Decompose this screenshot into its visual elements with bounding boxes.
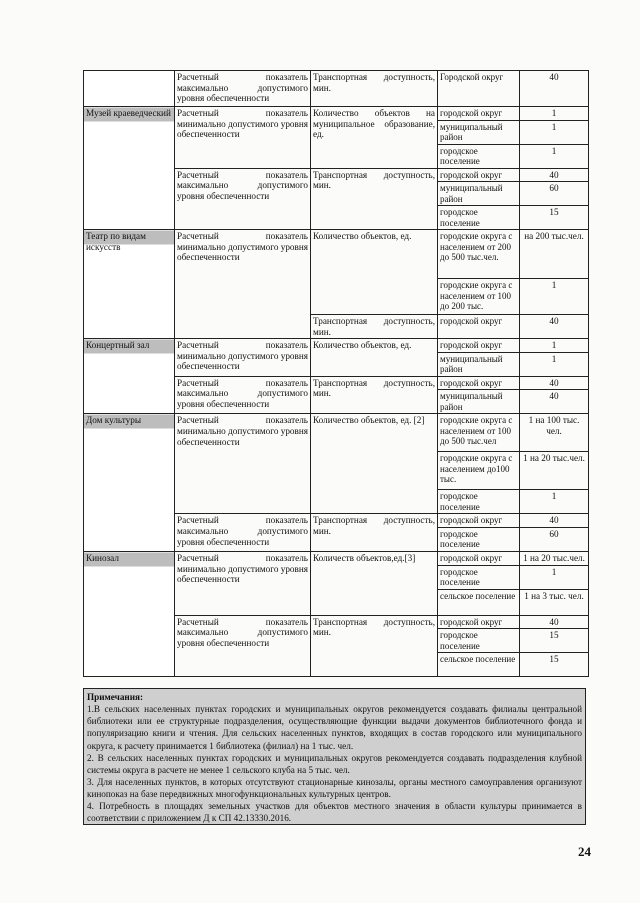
culture-standards-table [83,70,589,677]
indicator-cell: Расчетный показатель минимально допустимого уровня обеспеченности [175,414,311,514]
place-cell: городской округ [438,168,520,182]
measure-cell: Транспортная доступность, мин. [311,615,438,677]
note-1: 1.В сельских населенных пунктах городских и муниципальных округов рекомендуется создавать филиалы центральной библиотеки или ее структурные подразделения, осуществляющие функции выдачи документов библиотечного фонда и популяризацию книги и чтения. Для сельских населенных пунктов, входящих в состав городского или муниципального округа, к расчету принимается 1 библиотека (филиал) на 1 тыс. чел. [87,704,582,751]
value-cell: 15 [520,206,589,230]
value-cell: 1 [520,120,589,144]
indicator-cell: Расчетный показатель минимально допустимого уровня обеспеченности [175,339,311,377]
place-cell: городской округ [438,514,520,528]
measure-cell: Транспортная доступность, мин. [311,71,438,107]
place-cell: городские округа с населением до100 тыс. [438,452,520,490]
indicator-cell: Расчетный показатель максимально допустимого уровня обеспеченности [175,376,311,414]
value-cell: 1 [520,144,589,168]
value-cell: 1 на 3 тыс. чел. [520,589,589,615]
value-cell: 40 [520,168,589,182]
place-cell: городское поселение [438,629,520,653]
table-row [84,339,589,353]
note-3: 3. Для населенных пунктов, в которых отсутствуют стационарные кинозалы, органы местного самоуправления организуют кинопоказ на базе передвижных многофункциональных культурных центров. [87,776,582,800]
object-cell: Театр по видам искусств [84,230,175,339]
measure-cell: Транспортная доступность, мин. [311,315,438,339]
place-cell: муниципальный район [438,120,520,144]
table-row [84,552,589,566]
place-cell: городские округа с населением от 200 до 500 тыс.чел. [438,230,520,279]
object-cell: Концертный зал [84,339,175,414]
value-cell: 60 [520,182,589,206]
table-row [84,71,589,107]
indicator-cell: Расчетный показатель максимально допустимого уровня обеспеченности [175,514,311,552]
indicator-cell: Расчетный показатель минимально допустимого уровня обеспеченности [175,107,311,169]
value-cell: 40 [520,376,589,390]
value-cell: на 200 тыс.чел. [520,230,589,279]
value-cell: 40 [520,514,589,528]
value-cell: 1 [520,565,589,589]
measure-cell: Количество объектов, ед. [311,230,438,315]
table-row [84,107,589,121]
place-cell: городское поселение [438,565,520,589]
object-cell-empty [84,71,175,107]
value-cell: 1 [520,339,589,353]
value-cell: 1 на 100 тыс. чел. [520,414,589,452]
value-cell: 1 [520,352,589,376]
place-cell: городское поселение [438,206,520,230]
measure-cell: Количеств объектов,ед.[3] [311,552,438,616]
notes-block [83,688,586,825]
place-cell: городское поселение [438,144,520,168]
table-row [84,414,589,452]
place-cell: муниципальный район [438,352,520,376]
note-4: 4. Потребность в площадях земельных участков для объектов местного значения в области культуры принимается в соответствии с приложением Д к СП 42.13330.2016. [87,801,582,824]
place-cell: Городской округ [438,71,520,107]
value-cell: 60 [520,528,589,552]
place-cell: городской округ [438,552,520,566]
value-cell: 1 [520,279,589,315]
indicator-cell: Расчетный показатель минимально допустимого уровня обеспеченности [175,552,311,616]
place-cell: городской округ [438,376,520,390]
value-cell: 40 [520,615,589,629]
value-cell: 15 [520,653,589,677]
place-cell: муниципальный район [438,390,520,414]
place-cell: городское поселение [438,528,520,552]
object-cell: Кинозал [84,552,175,677]
value-cell: 1 [520,490,589,514]
value-cell: 15 [520,629,589,653]
place-cell: городское поселение [438,490,520,514]
indicator-cell: Расчетный показатель максимально допустимого уровня обеспеченности [175,168,311,230]
place-cell: городские округа с населением от 100 до 200 тыс. [438,279,520,315]
value-cell: 40 [520,390,589,414]
value-cell: 40 [520,315,589,339]
place-cell: муниципальный район [438,182,520,206]
place-cell: сельское поселение [438,653,520,677]
measure-cell: Количество объектов на муниципальное образование, ед. [311,107,438,169]
indicator-cell: Расчетный показатель максимально допустимого уровня обеспеченности [175,71,311,107]
value-cell: 1 [520,107,589,121]
note-2: 2. В сельских населенных пунктах городских и муниципальных округов рекомендуется создавать подразделения клубной системы округа в расчете не менее 1 сельского клуба на 5 тыс. чел. [87,752,582,775]
measure-cell: Транспортная доступность, мин. [311,514,438,552]
object-cell: Дом культуры [84,414,175,552]
measure-cell: Количество объектов, ед. [2] [311,414,438,514]
value-cell: 1 на 20 тыс.чел. [520,552,589,566]
indicator-cell: Расчетный показатель максимально допустимого уровня обеспеченности [175,615,311,677]
place-cell: городской округ [438,615,520,629]
place-cell: городской округ [438,107,520,121]
table-row [84,230,589,279]
place-cell: городской округ [438,339,520,353]
place-cell: городские округа с населением от 100 до 500 тыс.чел [438,414,520,452]
place-cell: городской округ [438,315,520,339]
value-cell: 40 [520,71,589,107]
place-cell: сельское поселение [438,589,520,615]
page-number: 24 [578,844,591,859]
object-cell: Музей краеведческий [84,107,175,230]
notes-header: Примечания: [87,692,144,702]
indicator-cell: Расчетный показатель минимально допустимого уровня обеспеченности [175,230,311,339]
measure-cell: Количество объектов, ед. [311,339,438,377]
measure-cell: Транспортная доступность, мин. [311,168,438,230]
value-cell: 1 на 20 тыс.чел. [520,452,589,490]
measure-cell: Транспортная доступность, мин. [311,376,438,414]
